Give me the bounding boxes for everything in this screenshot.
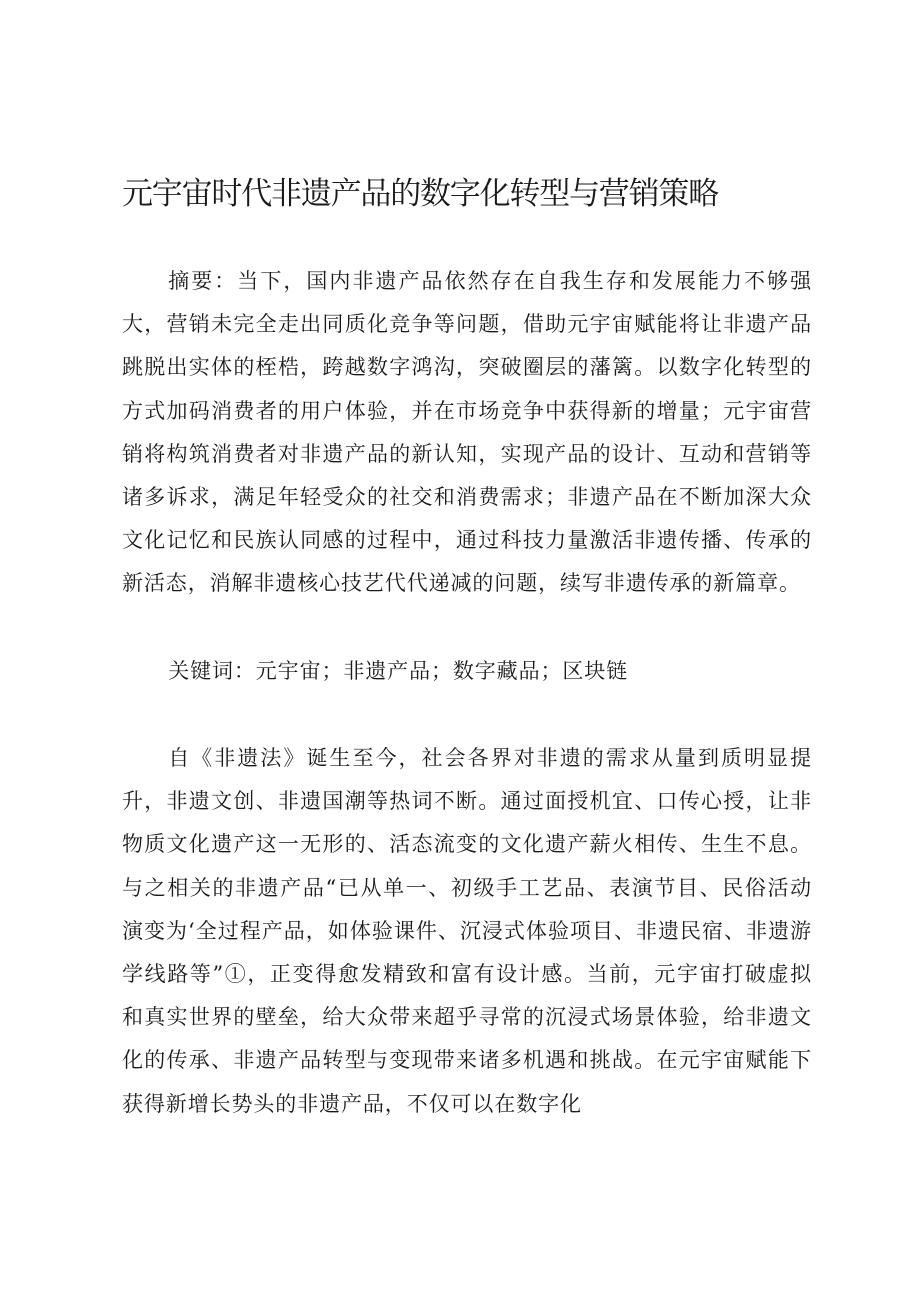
keywords-line: 关键词：元宇宙；非遗产品；数字藏品；区块链 <box>168 659 629 683</box>
document-title: 元宇宙时代非遗产品的数字化转型与营销策略 <box>122 176 718 212</box>
body-paragraph: 自《非遗法》诞生至今，社会各界对非遗的需求从量到质明显提升，非遗文创、非遗国潮等热词不断。通过面授机宜、口传心授，让非物质文化遗产这一无形的、活态流变的文化遗产薪火相传、生生不息。与之相关的非遗产品“已从单一、初级手工艺品、表演节目、民俗活动演变为‘全过程产品，如体验课件、沉浸式体验项目、非遗民宿、非遗游学线路等”①，正变得愈发精致和富有设计感。当前，元宇宙打破虚拟和真实世界的壁垒，给大众带来超乎寻常的沉浸式场景体验，给非遗文化的传承、非遗产品转型与变现带来诸多机遇和挑战。在元宇宙赋能下获得新增长势头的非遗产品，不仅可以在数字化 <box>122 746 812 1116</box>
abstract-paragraph: 摘要：当下，国内非遗产品依然存在自我生存和发展能力不够强大，营销未完全走出同质化竞争等问题，借助元宇宙赋能将让非遗产品跳脱出实体的桎梏，跨越数字鸿沟，突破圈层的藩篱。以数字化转型的方式加码消费者的用户体验，并在市场竞争中获得新的增量；元宇宙营销将构筑消费者对非遗产品的新认知，实现产品的设计、互动和营销等诸多诉求，满足年轻受众的社交和消费需求；非遗产品在不断加深大众文化记忆和民族认同感的过程中，通过科技力量激活非遗传播、传承的新活态，消解非遗核心技艺代代递减的问题，续写非遗传承的新篇章。 <box>122 269 812 596</box>
